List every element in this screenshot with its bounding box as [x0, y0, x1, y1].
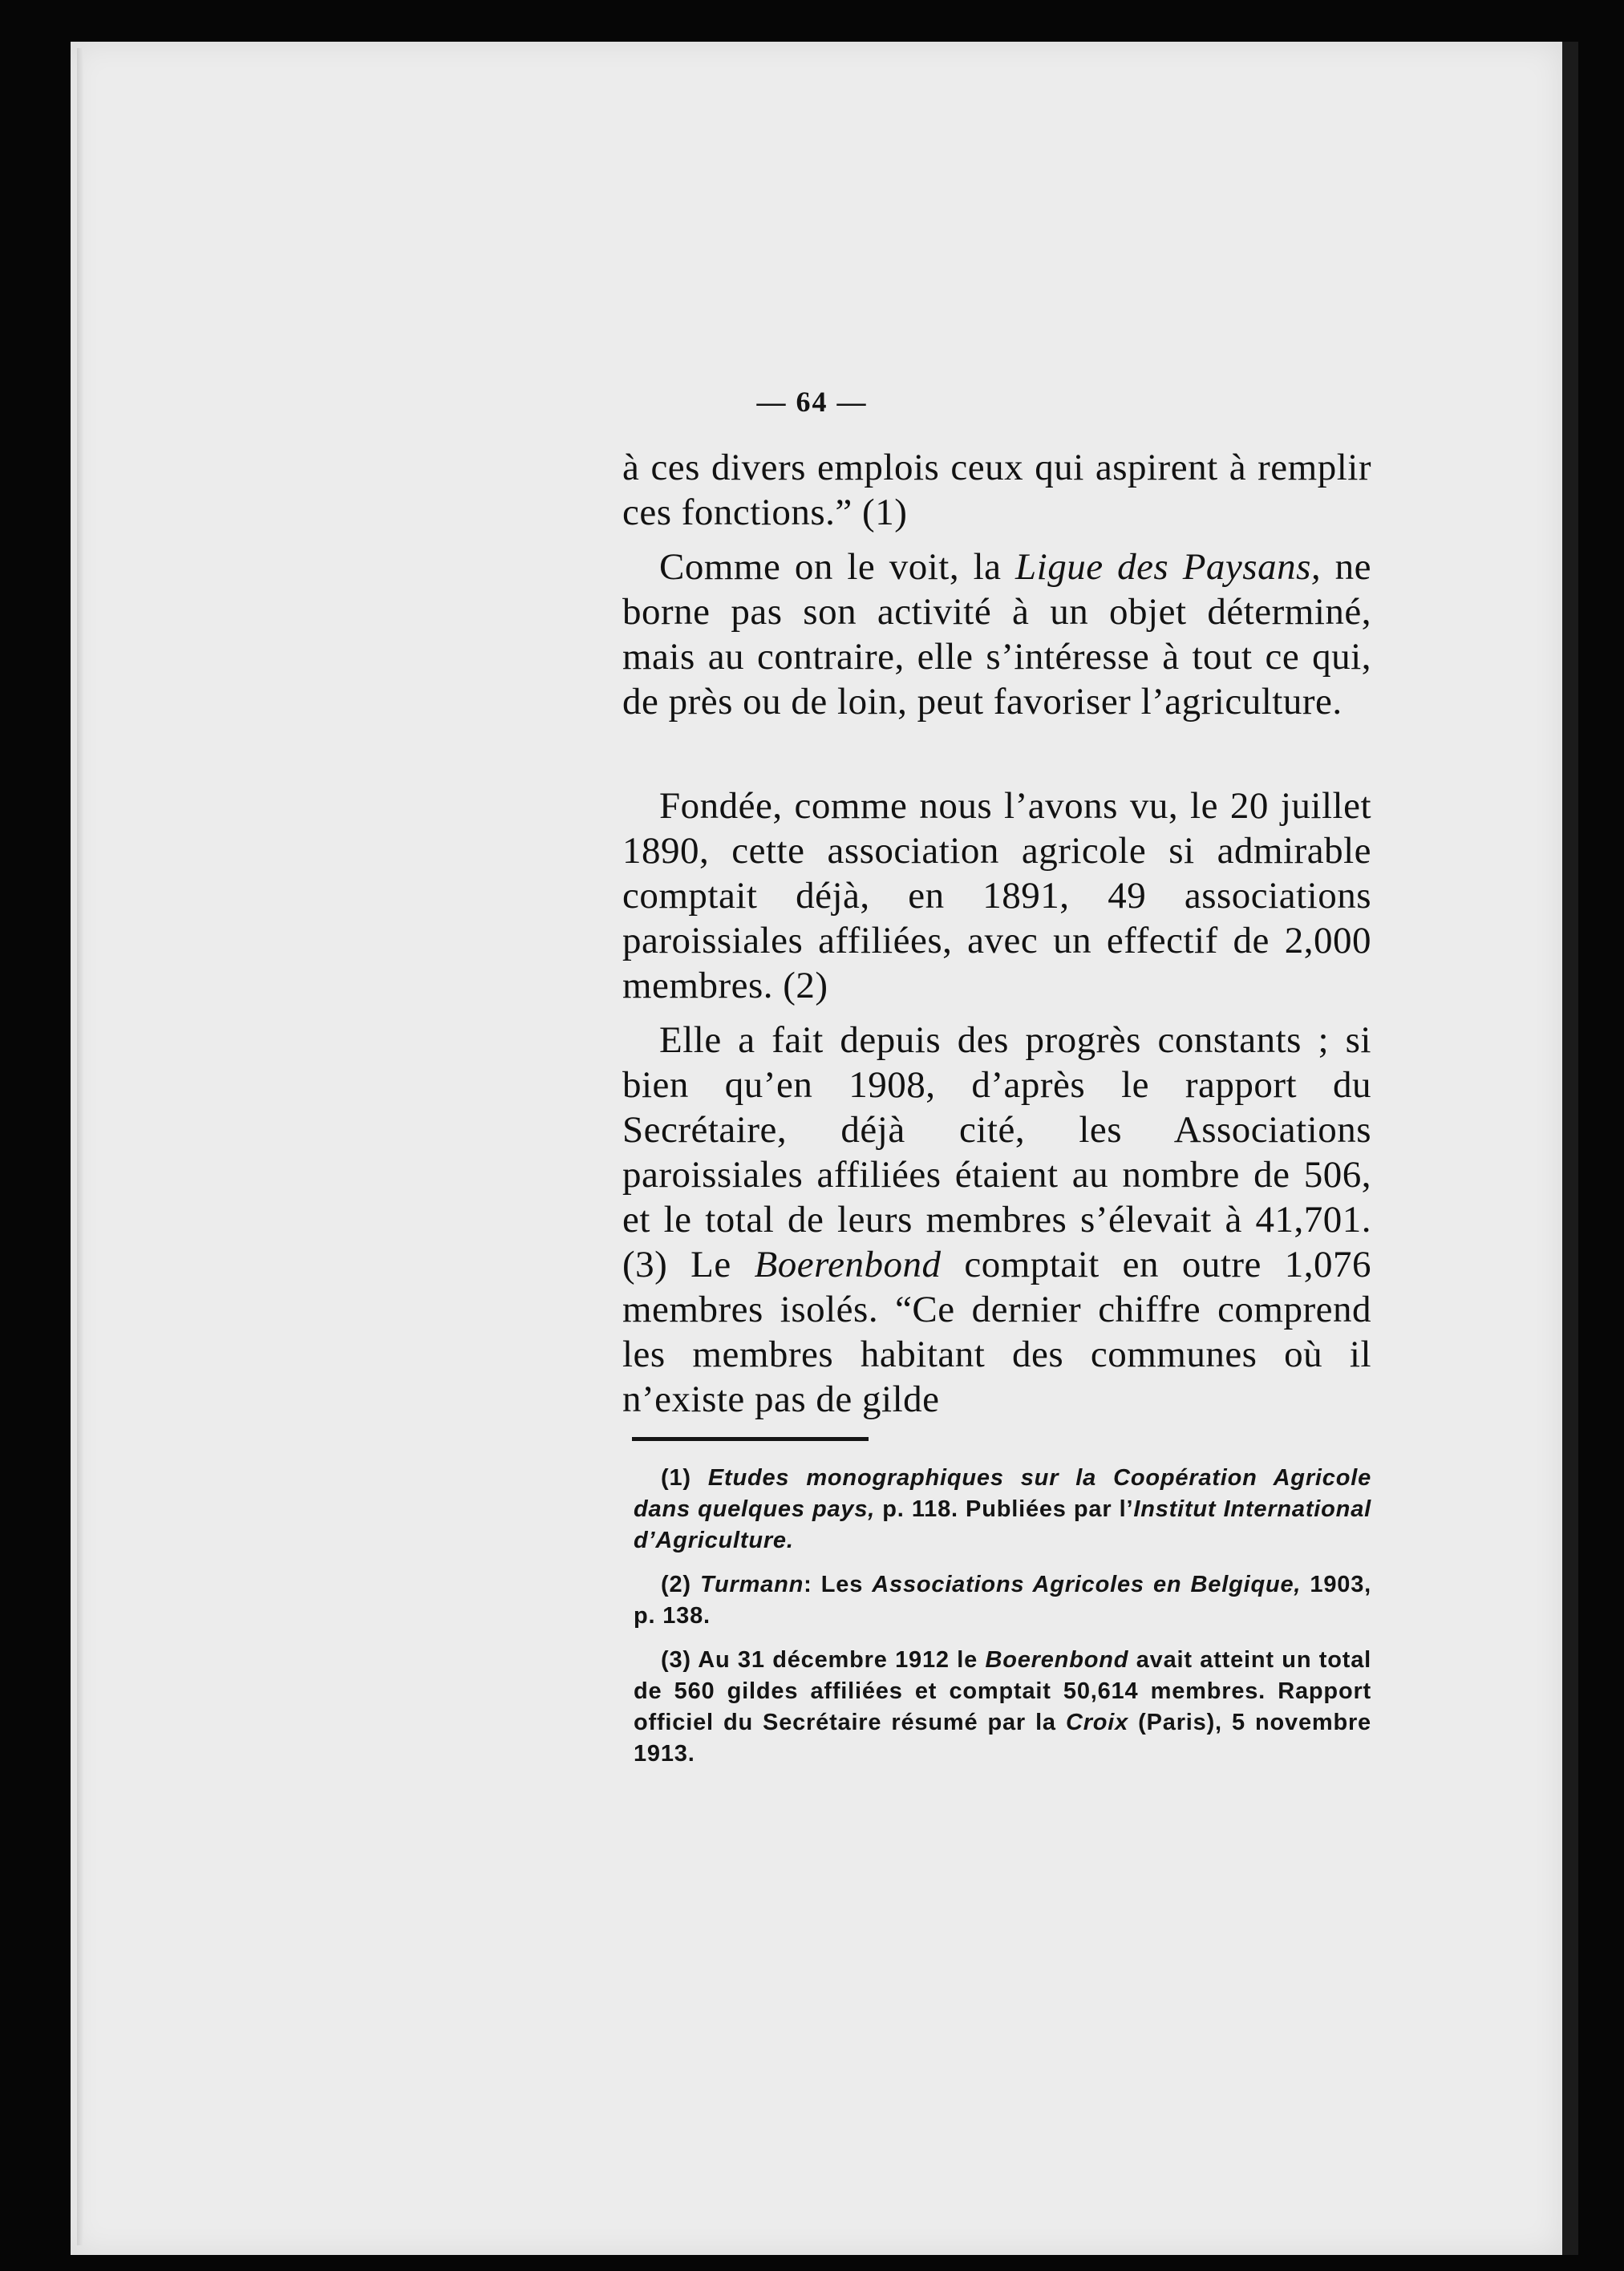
footnote-2-text-end: 1903, p. 138.: [634, 1572, 1372, 1629]
paragraph-3: Fondée, comme nous l’avons vu, le 20 juillet 1890, cette association agricole si admirable comptait déjà, en 1891, 49 associations paroissiales affiliées, avec un effectif de 2,000 membres. (2): [622, 785, 1371, 1006]
paragraph-2: [622, 544, 1371, 724]
body-text: [622, 445, 1371, 1422]
paragraph-2-text-cont: ne borne pas son activité à un objet déterminé, mais au contraire, elle s’intéresse à tout ce qui, de près ou de loin, peut favoriser l’agriculture.: [622, 546, 1371, 723]
footnote-2-marker: (2): [661, 1572, 700, 1597]
paragraph-4: [622, 1018, 1371, 1422]
footnote-3: [634, 1645, 1371, 1770]
footnote-1-text: p. 118. Publiées par l’: [875, 1496, 1134, 1522]
page-binding-shadow: [1562, 42, 1578, 2255]
footnote-1-institution: Institut International d’Agriculture.: [634, 1496, 1371, 1553]
paragraph-4-text-cont: comptait en outre 1,076 membres isolés. “Ce dernier chiffre comprend les membres habitant des communes où il n’existe pas de gilde: [622, 1244, 1371, 1420]
footnote-separator: [632, 1437, 869, 1441]
footnotes: [634, 1463, 1371, 1783]
paragraph-1: à ces divers emplois ceux qui aspirent à remplir ces fonctions.” (1): [622, 447, 1371, 533]
footnote-3-text: (3) Au 31 décembre 1912 le: [661, 1647, 986, 1673]
page-left-edge: [77, 48, 83, 2245]
ligue-des-paysans: Ligue des Paysans,: [1015, 546, 1322, 588]
footnote-2: [634, 1569, 1371, 1632]
boerenbond-term: Boerenbond: [754, 1244, 942, 1285]
page-number: — 64 —: [756, 386, 868, 418]
paragraph-2-text: Comme on le voit, la: [659, 546, 1016, 588]
footnote-3-boerenbond: Boerenbond: [985, 1647, 1129, 1673]
paragraph-4-text: Elle a fait depuis des progrès constants ; si bien qu’en 1908, d’après le rapport du Secrétaire, déjà cité, les Associations paroissiales affiliées étaient au nombre de 506, et le total de leurs membres s’élevait à 41,701. (3) Le: [622, 1019, 1371, 1285]
footnote-2-text: : Les: [804, 1572, 873, 1597]
footnote-1: [634, 1463, 1371, 1557]
footnote-2-author: Turmann: [700, 1572, 804, 1597]
footnote-1-marker: (1): [661, 1465, 708, 1491]
footnote-3-text-cont: avait atteint un total de 560 gildes affiliées et comptait 50,614 membres. Rapport officiel du Secrétaire résumé par la: [634, 1647, 1371, 1735]
footnote-1-title: Etudes monographiques sur la Coopération Agricole dans quelques pays,: [634, 1465, 1371, 1522]
footnote-3-text-end: (Paris), 5 novembre 1913.: [634, 1710, 1371, 1767]
footnote-2-title: Associations Agricoles en Belgique,: [872, 1572, 1302, 1597]
footnote-3-croix: Croix: [1065, 1710, 1129, 1735]
